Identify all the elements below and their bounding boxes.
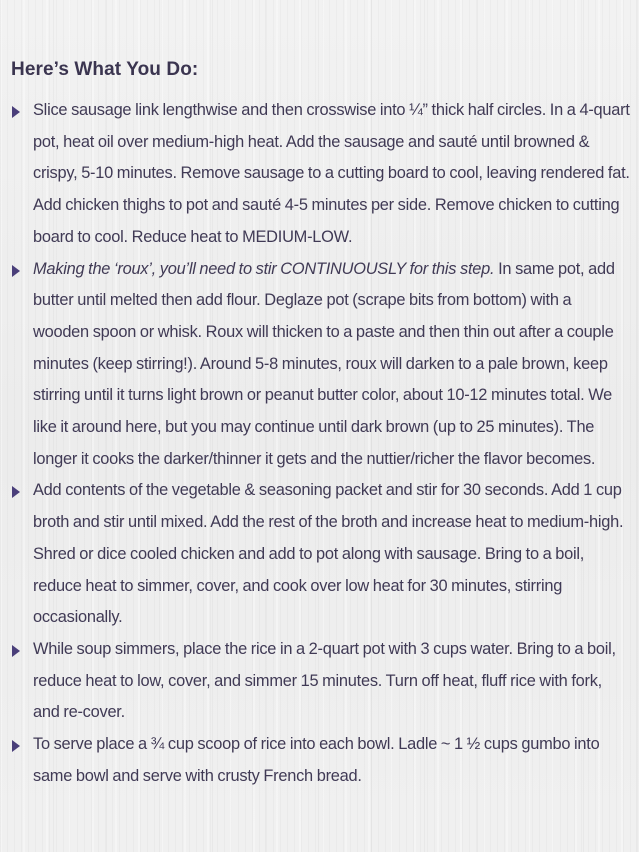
step-item: [11, 729, 631, 792]
step-item: [11, 475, 631, 634]
triangle-right-icon: [12, 265, 20, 277]
step-text: Slice sausage link lengthwise and then crosswise into ¼” thick half circles. In a 4-quart pot, heat oil over medium-high heat. Add the sausage and sauté until browned & crispy, 5-10 minutes. Remove sausage to a cutting board to cool, leaving rendered fat. Add chicken thighs to pot and sauté 4-5 minutes per side. Remove chicken to cutting board to cool. Reduce heat to MEDIUM-LOW.: [33, 101, 630, 246]
triangle-right-icon: [12, 645, 20, 657]
step-text: To serve place a ¾ cup scoop of rice into each bowl. Ladle ~ 1 ½ cups gumbo into same bowl and serve with crusty French bread.: [33, 735, 600, 785]
step-item: [11, 95, 631, 254]
recipe-instructions: [11, 58, 631, 792]
triangle-right-icon: [12, 106, 20, 118]
instructions-heading: Here’s What You Do:: [11, 59, 199, 80]
step-text: While soup simmers, place the rice in a 2-quart pot with 3 cups water. Bring to a boil, reduce heat to low, cover, and simmer 15 minutes. Turn off heat, fluff rice with fork, and re-cover.: [33, 639, 616, 722]
step-text: Add contents of the vegetable & seasoning packet and stir for 30 seconds. Add 1 cup broth and stir until mixed. Add the rest of the broth and increase heat to medium-high. Shred or dice cooled chicken and add to pot along with sausage. Bring to a boil, reduce heat to simmer, cover, and cook over low heat for 30 minutes, stirring occasionally.: [33, 481, 624, 627]
step-emphasis: Making the ‘roux’, you’ll need to stir CONTINUOUSLY for this step.: [33, 259, 495, 278]
triangle-right-icon: [12, 486, 20, 498]
triangle-right-icon: [12, 740, 20, 752]
step-item: [11, 254, 631, 476]
step-item: [11, 634, 631, 729]
steps-list: [11, 95, 631, 792]
step-text: In same pot, add butter until melted then add flour. Deglaze pot (scrape bits from bottom) with a wooden spoon or whisk. Roux will thicken to a paste and then thin out after a couple minutes (keep stirring!). Around 5-8 minutes, roux will darken to a pale brown, keep stirring until it turns light brown or peanut butter color, about 10-12 minutes total. We like it around here, but you may continue until dark brown (up to 25 minutes). The longer it cooks the darker/thinner it gets and the nuttier/richer the flavor becomes.: [33, 259, 615, 468]
